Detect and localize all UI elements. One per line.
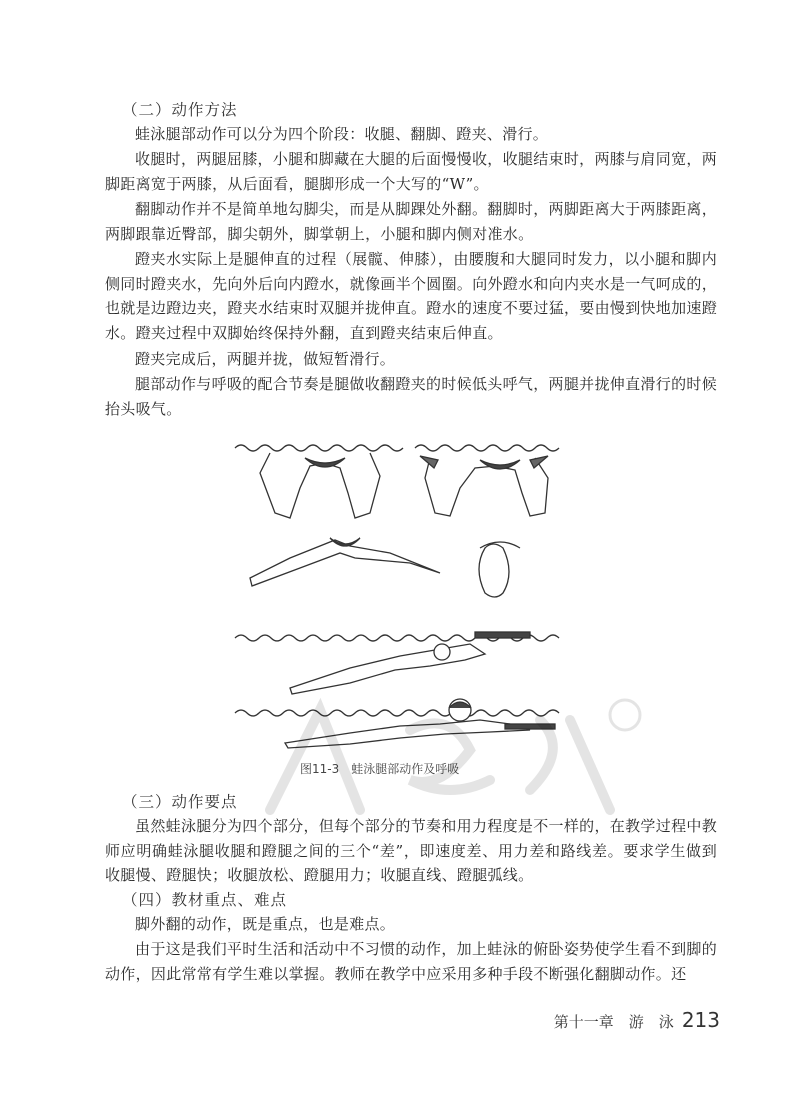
section-heading-2: （二）动作方法 bbox=[122, 101, 238, 119]
water-wave bbox=[235, 445, 403, 451]
swimmer-legs-kick bbox=[250, 540, 440, 586]
page-footer bbox=[554, 1008, 720, 1032]
kickboard bbox=[475, 632, 530, 638]
chapter-title: 第十一章 游 泳 bbox=[553, 1013, 674, 1031]
swimmer-feet-turned-out bbox=[479, 544, 509, 597]
paragraph: 脚外翻的动作，既是重点，也是难点。 bbox=[135, 915, 396, 933]
water-wave bbox=[415, 445, 559, 451]
paragraph: 蛙泳腿部动作可以分为四个阶段：收腿、翻脚、蹬夹、滑行。 bbox=[135, 125, 549, 143]
figure-caption: 图11-3 蛙泳腿部动作及呼吸 bbox=[300, 762, 460, 776]
section-heading-4: （四）教材重点、难点 bbox=[122, 891, 288, 909]
paragraph: 蹬夹完成后，两腿并拢，做短暂滑行。 bbox=[135, 350, 396, 368]
paragraph: 虽然蛙泳腿分为四个部分，但每个部分的节奏和用力程度是不一样的，在教学过程中教师应明确蛙泳腿收腿和蹬腿之间的三个“差”，即速度差、用力差和路线差。要求学生做到收腿慢、蹬腿快；收腿放松、蹬腿用力；收腿直线、蹬腿弧线。 bbox=[105, 817, 717, 884]
paragraph: 腿部动作与呼吸的配合节奏是腿做收翻蹬夹的时候低头呼气，两腿并拢伸直滑行的时候抬头吸气。 bbox=[105, 375, 717, 418]
publisher-watermark bbox=[250, 690, 650, 820]
paragraph: 翻脚动作并不是简单地勾脚尖，而是从脚踝处外翻。翻脚时，两脚距离大于两膝距离，两脚跟靠近臀部，脚尖朝外，脚掌朝上，小腿和脚内侧对准水。 bbox=[105, 200, 717, 243]
swimmer-exhale bbox=[290, 644, 485, 694]
paragraph: 收腿时，两腿屈膝，小腿和脚藏在大腿的后面慢慢收，收腿结束时，两膝与肩同宽，两脚距离宽于两膝，从后面看，腿脚形成一个大写的“W”。 bbox=[105, 150, 717, 193]
paragraph: 由于这是我们平时生活和活动中不习惯的动作，加上蛙泳的俯卧姿势使学生看不到脚的动作，因此常常有学生难以掌握。教师在教学中应采用多种手段不断强化翻脚动作。还 bbox=[105, 940, 717, 983]
section-heading-3: （三）动作要点 bbox=[122, 793, 238, 811]
swimmer-legs-flexed bbox=[425, 458, 548, 516]
paragraph: 蹬夹水实际上是腿伸直的过程（展髋、伸膝），由腰腹和大腿同时发力，以小腿和脚内侧同时蹬夹水，先向外后向内蹬水，就像画半个圆圈。向外蹬水和向内夹水是一气呵成的，也就是边蹬边夹，蹬夹水结束时双腿并拢伸直。蹬水的速度不要过猛，要由慢到快地加速蹬水。蹬夹过程中双脚始终保持外翻，直到蹬夹结束后伸直。 bbox=[105, 250, 718, 342]
page-number: 213 bbox=[681, 1008, 720, 1032]
